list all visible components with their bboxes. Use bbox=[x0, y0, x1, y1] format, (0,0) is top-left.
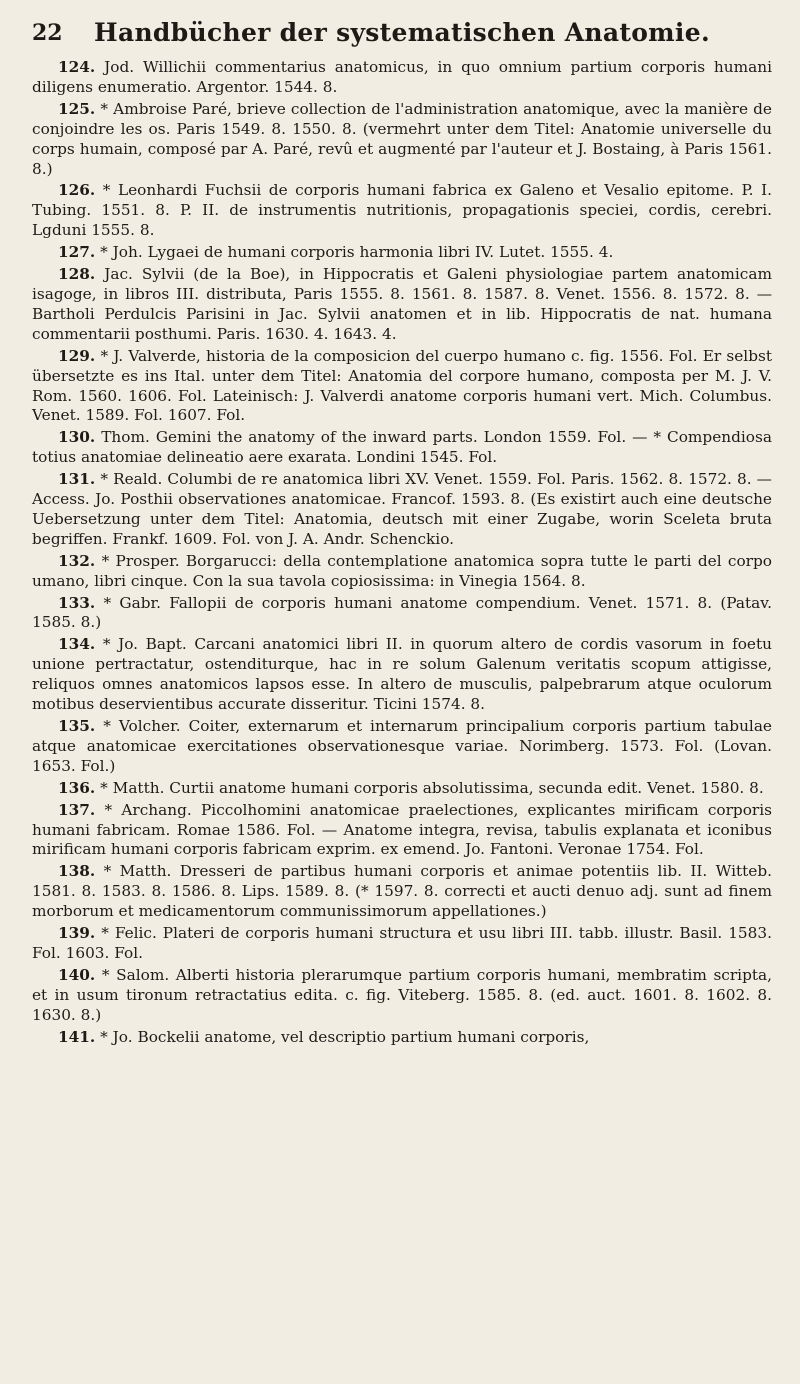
entry-text: * Gabr. Fallopii de corporis humani anatome compendium. Venet. 1571. 8. (Patav. 1585. 8.) bbox=[32, 593, 772, 632]
entry-number: 135. bbox=[58, 717, 96, 735]
bibliography-entry bbox=[32, 1028, 772, 1048]
entry-number: 129. bbox=[58, 346, 96, 365]
entry-number: 131. bbox=[58, 470, 96, 489]
entry-text: * Felic. Plateri de corporis humani structura et usu libri III. tabb. illustr. Basil. 1583. Fol. 1603. Fol. bbox=[32, 924, 772, 962]
bibliography-entry bbox=[32, 347, 772, 427]
entry-text: * J. Valverde, historia de la composicion del cuerpo humano c. fig. 1556. Fol. Er selbst übersetzte es ins Ital. unter dem Titel: Anatomia del corpore humano, composta per M. J. V. Rom. 1560. 1606. Fol. Lateinisch: J. Valverdi anatome corporis humani vert. Mich. Columbus. Venet. 1589. Fol. 1607. Fol. bbox=[32, 346, 772, 425]
entry-text: * Leonhardi Fuchsii de corporis humani fabrica ex Galeno et Vesalio epitome. P. I. Tubing. 1551. 8. P. II. de instrumentis nutritionis, propagationis speciei, cordis, cerebri. Lgduni 1555. 8. bbox=[32, 181, 772, 240]
entry-number: 137. bbox=[58, 800, 96, 819]
bibliography-entry bbox=[32, 58, 772, 98]
entry-number: 141. bbox=[58, 1027, 96, 1046]
entry-text: * Archang. Piccolhomini anatomicae praelectiones, explicantes mirificam corporis humani fabricam. Romae 1586. Fol. — Anatome integra, revisa, tabulis explanata et iconibus mirificam humani corporis fabricam exprim. ex emend. Jo. Fantoni. Veronae 1754. Fol. bbox=[32, 800, 772, 859]
entry-number: 140. bbox=[58, 965, 96, 984]
entry-text: * Jo. Bockelii anatome, vel descriptio partium humani corporis, bbox=[100, 1027, 590, 1046]
entry-number: 130. bbox=[58, 428, 96, 447]
entry-number: 126. bbox=[58, 181, 96, 200]
bibliography-entry bbox=[32, 594, 772, 634]
bibliography-list bbox=[32, 58, 772, 1050]
entry-number: 127. bbox=[58, 243, 96, 262]
entry-number: 124. bbox=[58, 58, 96, 76]
bibliography-entry bbox=[32, 265, 772, 345]
entry-text: * Salom. Alberti historia plerarumque partium corporis humani, membratim scripta, et in usum tironum retractatius edita. c. fig. Viteberg. 1585. 8. (ed. auct. 1601. 8. 1602. 8. 1630. 8.) bbox=[32, 965, 772, 1024]
entry-text: * Jo. Bapt. Carcani anatomici libri II. in quorum altero de cordis vasorum in foetu unione pertractatur, ostenditurque, hac in re solum Galenum veritatis scopum attigisse, reliquos omnes anatomicos lapsos esse. In altero de musculis, palpebrarum atque oculorum motibus deservientibus accurate disseritur. Ticini 1574. 8. bbox=[32, 635, 772, 714]
entry-text: * Volcher. Coiter, externarum et internarum principalium corporis partium tabulae atque anatomicae exercitationes observationesque variae. Norimberg. 1573. Fol. (Lovan. 1653. Fol.) bbox=[32, 717, 772, 775]
entry-text: * Prosper. Borgarucci: della contemplatione anatomica sopra tutte le parti del corpo umano, libri cinque. Con la sua tavola copiosissima: in Vinegia 1564. 8. bbox=[32, 551, 772, 590]
entry-number: 133. bbox=[58, 593, 96, 612]
entry-text: * Matth. Dresseri de partibus humani corporis et animae potentiis lib. II. Witteb. 1581. 8. 1583. 8. 1586. 8. Lips. 1589. 8. (* 1597. 8. correcti et aucti denuo adj. sunt ad finem morborum et medicamentorum communissimorum appellationes.) bbox=[32, 862, 772, 921]
entry-text: * Joh. Lygaei de humani corporis harmonia libri IV. Lutet. 1555. 4. bbox=[100, 243, 614, 262]
bibliography-entry bbox=[32, 243, 772, 263]
entry-text: * Reald. Columbi de re anatomica libri XV. Venet. 1559. Fol. Paris. 1562. 8. 1572. 8. — Access. Jo. Posthii observationes anatomicae. Francof. 1593. 8. (Es existirt auch eine deutsche Uebersetzung unter dem Titel: Anatomia, deutsch mit einer Zugabe, worin Sceleta bruta begriffen. Frankf. 1609. Fol. von J. A. Andr. Schenckio. bbox=[32, 470, 772, 548]
bibliography-entry bbox=[32, 100, 772, 180]
entry-text: * Ambroise Paré, brieve collection de l'administration anatomique, avec la manière de conjoindre les os. Paris 1549. 8. 1550. 8. (vermehrt unter dem Titel: Anatomie universelle du corps humain, composé par A. Paré, revû et augmenté par l'auteur et J. Bostaing, à Paris 1561. 8.) bbox=[32, 99, 772, 178]
entry-text: Thom. Gemini the anatomy of the inward parts. London 1559. Fol. — * Compendiosa totius anatomiae delineatio aere exarata. Londini 1545. Fol. bbox=[32, 428, 772, 467]
bibliography-entry bbox=[32, 428, 772, 468]
entry-number: 136. bbox=[58, 778, 96, 797]
bibliography-entry bbox=[32, 181, 772, 241]
entry-text: * Matth. Curtii anatome humani corporis absolutissima, secunda edit. Venet. 1580. 8. bbox=[100, 778, 764, 797]
bibliography-entry bbox=[32, 924, 772, 964]
entry-number: 139. bbox=[58, 924, 96, 943]
bibliography-entry bbox=[32, 862, 772, 922]
bibliography-entry bbox=[32, 966, 772, 1026]
bibliography-entry bbox=[32, 801, 772, 861]
bibliography-entry bbox=[32, 552, 772, 592]
entry-number: 138. bbox=[58, 862, 96, 881]
entry-number: 132. bbox=[58, 551, 96, 570]
bibliography-entry bbox=[32, 470, 772, 550]
page-header bbox=[32, 16, 772, 50]
entry-text: Jod. Willichii commentarius anatomicus, in quo omnium partium corporis humani diligens enumeratio. Argentor. 1544. 8. bbox=[32, 58, 772, 96]
bibliography-entry bbox=[32, 717, 772, 777]
running-head: Handbücher der systematischen Anatomie. bbox=[94, 18, 710, 47]
bibliography-entry bbox=[32, 779, 772, 799]
entry-text: Jac. Sylvii (de la Boe), in Hippocratis et Galeni physiologiae partem anatomicam isagoge, in libros III. distributa, Paris 1555. 8. 1561. 8. 1587. 8. Venet. 1556. 8. 1572. 8. — Bartholi Perdulcis Parisini in Jac. Sylvii anatomen et in lib. Hippocratis de nat. humana commentarii posthumi. Paris. 1630. 4. 1643. 4. bbox=[32, 265, 772, 343]
entry-number: 134. bbox=[58, 635, 96, 654]
bibliography-entry bbox=[32, 635, 772, 715]
page-number: 22 bbox=[32, 20, 63, 46]
entry-number: 128. bbox=[58, 265, 96, 284]
entry-number: 125. bbox=[58, 99, 96, 118]
